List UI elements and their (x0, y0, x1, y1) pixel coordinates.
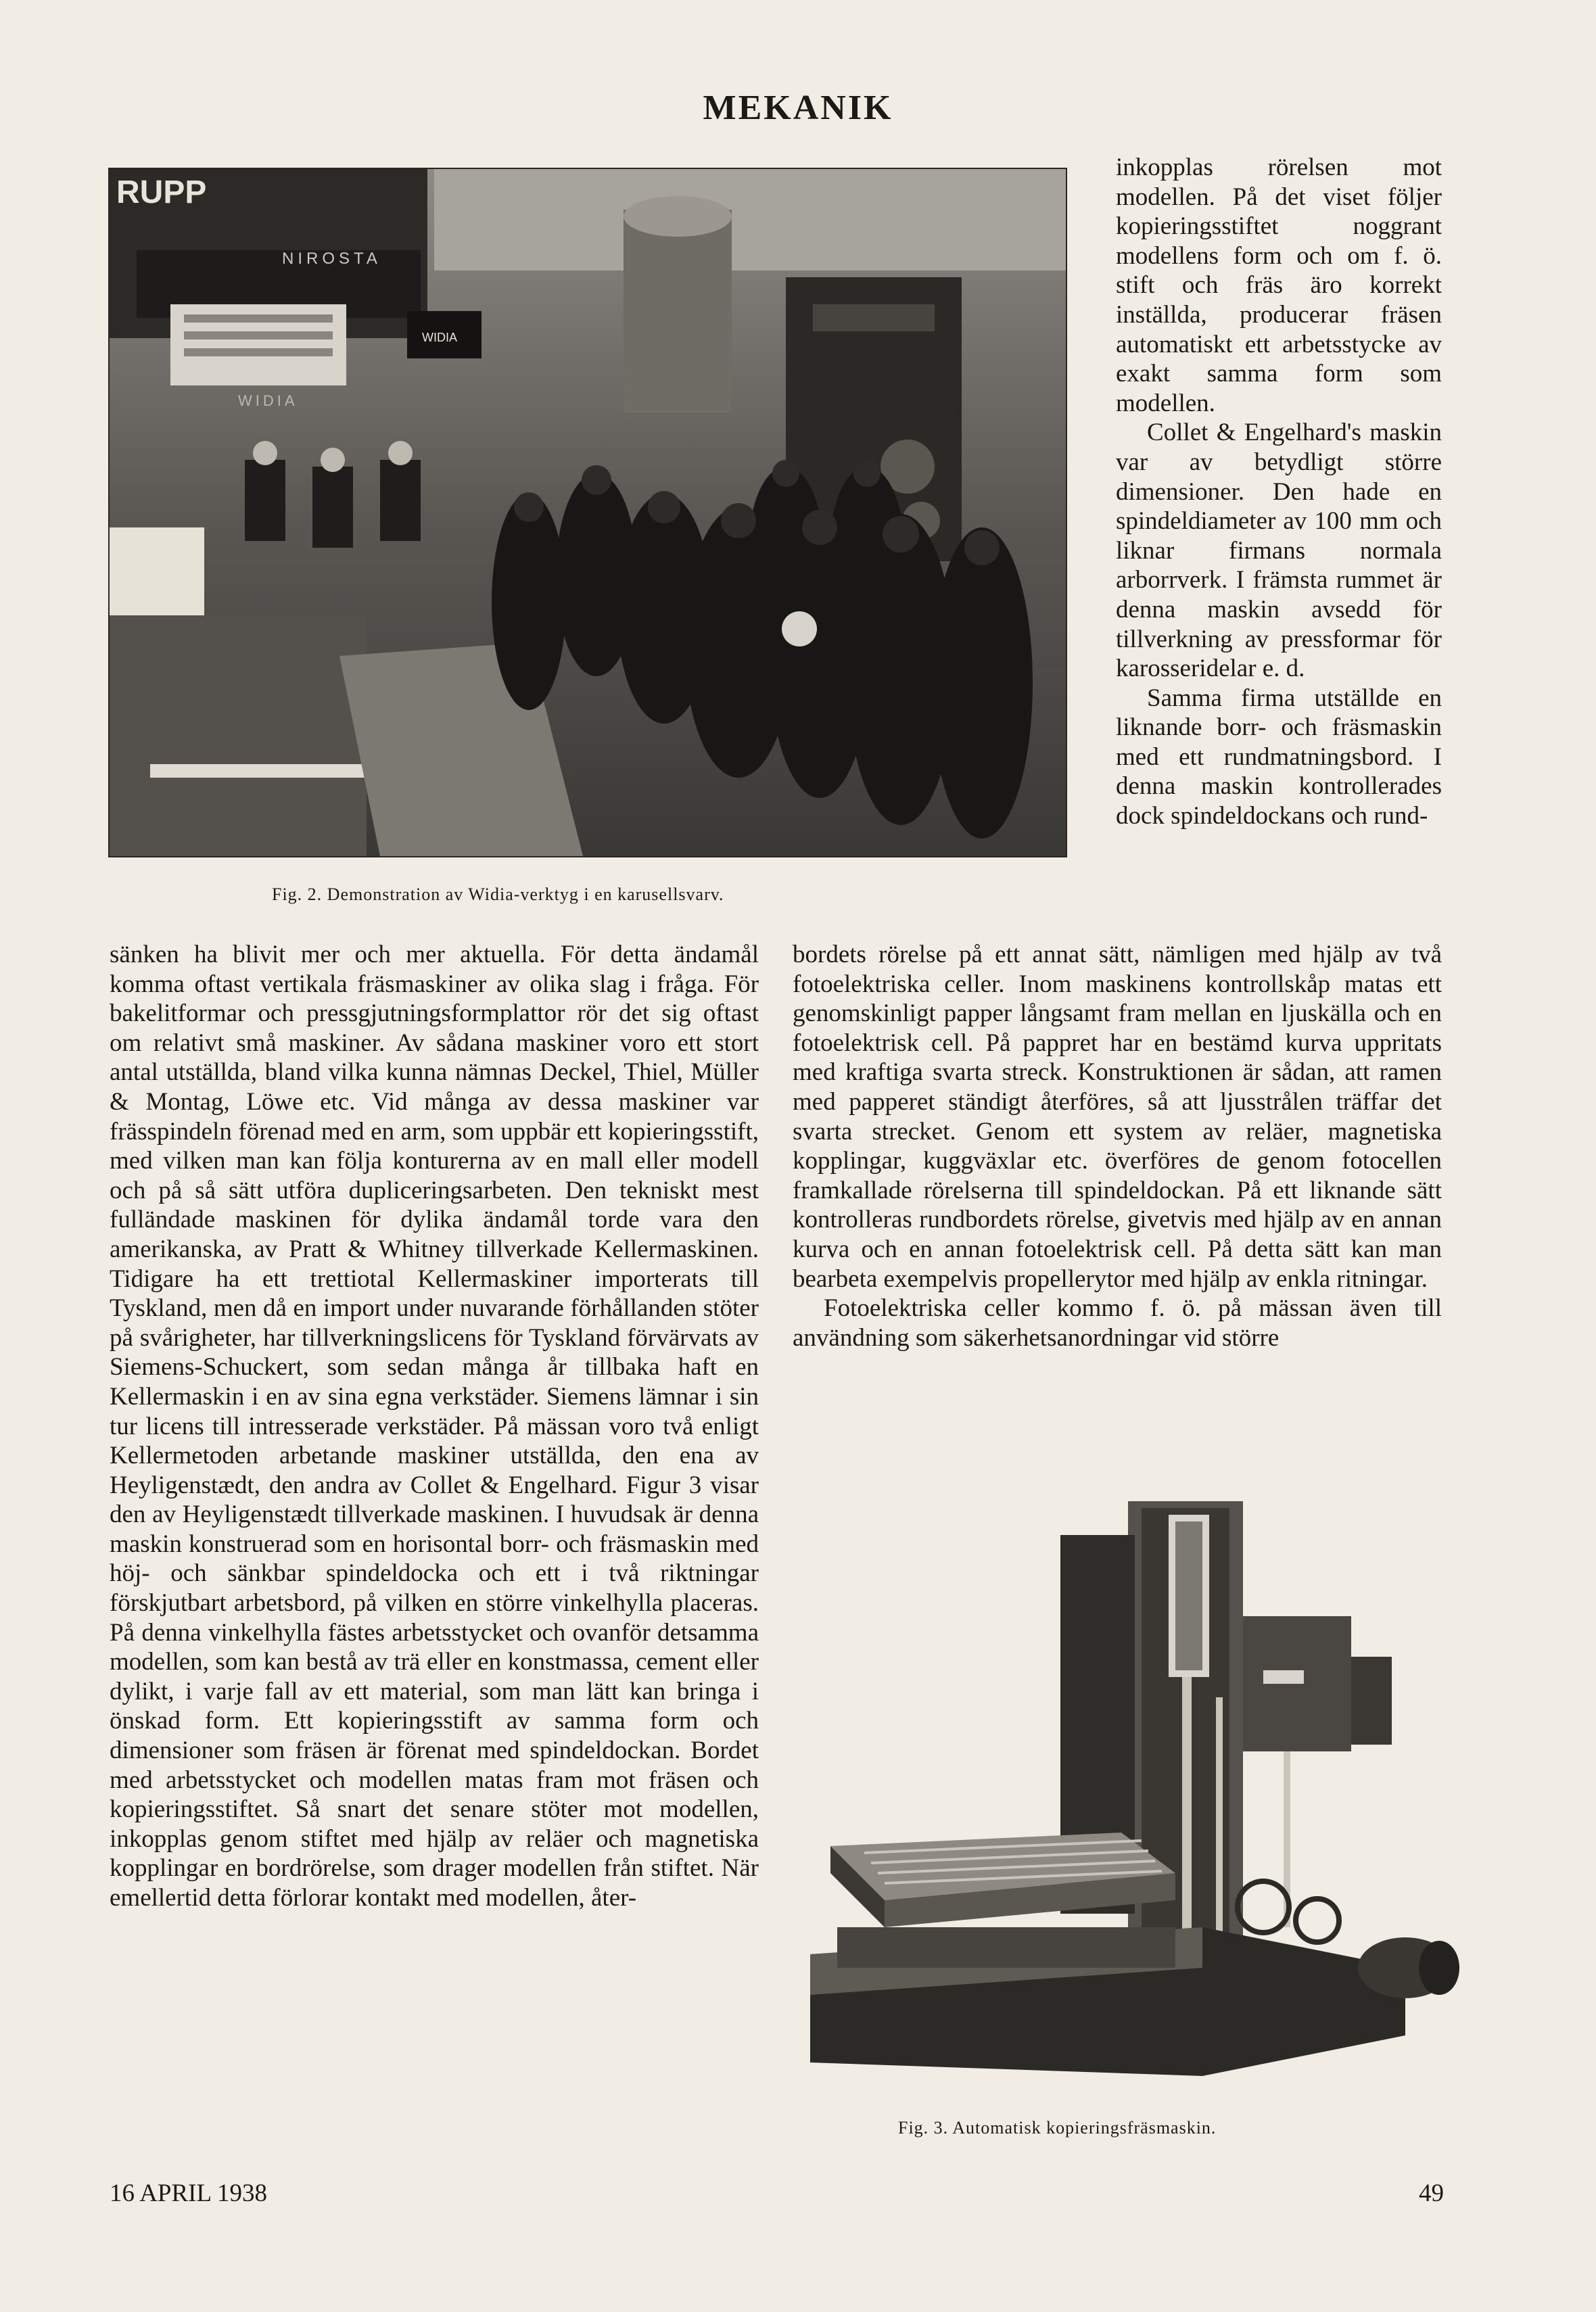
right-column-bottom (793, 940, 1442, 1352)
figure-2-caption: Fig. 2. Demonstration av Widia-verktyg i en karusellsvarv. (272, 884, 724, 904)
left-column (110, 940, 759, 1913)
sign-widia-small: WIDIA (422, 331, 457, 344)
milling-machine-drawing (797, 1494, 1459, 2090)
paragraph: Fotoelektriska celler kommo f. ö. på mässan även till användning som säkerhetsanordningar vid större (793, 1294, 1442, 1352)
paragraph: sänken ha blivit mer och mer aktuella. För detta ändamål komma oftast vertikala fräsmaskiner av olika slag i fråga. För bakelitformar och pressgjutningsformplattor rör det sig oftast om relativt små maskiner. Av sådana maskiner voro ett stort antal utställda, bland vilka kunna nämnas Deckel, Thiel, Müller & Montag, Löwe etc. Vid många av dessa maskiner var frässpindeln förenad med en arm, som uppbär ett kopieringsstift, med vilken man kan följa konturerna av en mall eller modell och på så sätt utföra dupliceringsarbeten. Den tekniskt mest fulländade maskinen för dylika ändamål torde vara den amerikanska, av Pratt & Whitney tillverkade Kellermaskinen. Tidigare ha ett trettiotal Kellermaskiner importerats till Tyskland, men då en import under nuvarande förhållanden stöter på svårigheter, har tillverkningslicens för Tyskland förvärvats av Siemens-Schuckert, som sedan många år tillbaka haft en Kellermaskin i en av sina egna verkstäder. Siemens lämnar i sin tur licens till intresserade verkstäder. På mässan voro två enligt Kellermetoden arbetande maskiner utställda, den ena av Heyligenstædt, den andra av Collet & Engelhard. Figur 3 visar den av Heyligenstædt tillverkade maskinen. I huvudsak är denna maskin konstruerad som en horisontal borr- och fräsmaskin med höj- och sänkbar spindeldocka och ett i två riktningar förskjutbart arbetsbord, på vilken en större vinkelhylla placeras. På denna vinkelhylla fästes arbetsstycket och ovanför detsamma modellen, som kan bestå av trä eller en konstmassa, cement eller dylikt, i varje fall av ett material, som man lätt kan bringa i önskad form. Ett kopieringsstift av samma form och dimensioner som fräsen är förenat med spindeldockan. Bordet med arbetsstycket och modellen matas fram mot fräsen och kopieringsstiftet. Så snart det senare stöter mot modellen, inkopplas genom stiftet med hjälp av reläer och magnetiska kopplingar en bordrörelse, som drager modellen från stiftet. När emellertid detta förlorar kontakt med modellen, åter- (110, 941, 759, 1912)
paragraph: inkopplas rörelsen mot modellen. På det viset följer kopieringsstiftet noggrant modellens form och om f. ö. stift och fräs äro korrekt inställda, producerar fräsen automatiskt ett arbetsstycke av exakt samma form som modellen. (1116, 154, 1442, 417)
figure-3-illustration (797, 1494, 1459, 2090)
section-header: MEKANIK (703, 89, 893, 127)
paragraph: bordets rörelse på ett annat sätt, nämligen med hjälp av två fotoelektriska celler. Inom maskinens kontrollskåp matas ett genomskinligt papper långsamt fram mellan en ljuskälla och en fotoelektrisk cell. På pappret har en bestämd kurva uppritats med kraftiga svarta streck. Konstruktionen är sådan, att ramen med papperet ständigt återföres, så att ljusstrålen träffar det svarta strecket. Genom ett system av reläer, magnetiska kopplingar, kuggväxlar etc. överföres de genom fotocellen framkallade rörelserna till spindeldockan. På ett liknande sätt kontrolleras rundbordets rörelse, givetvis med hjälp av en annan kurva och en annan fotoelektrisk cell. På detta sätt kan man bearbeta exempelvis propellerytor med hjälp av enkla ritningar. (793, 941, 1442, 1293)
page-number: 49 (1419, 2179, 1444, 2207)
right-column-top (1116, 153, 1442, 831)
paragraph: Samma firma utställde en liknande borr- och fräsmaskin med ett rundmatningsbord. I denna maskin kontrollerades dock spindeldockans och rund- (1116, 684, 1442, 830)
figure-3-caption: Fig. 3. Automatisk kopieringsfräsmaskin. (898, 2118, 1217, 2138)
sign-nirosta: NIROSTA (282, 250, 381, 268)
sign-rupp: RUPP (116, 174, 207, 210)
exhibition-photo-illustration (110, 169, 1066, 856)
figure-2-photo (108, 168, 1067, 857)
footer-date: 16 APRIL 1938 (110, 2179, 267, 2207)
sign-widia: WIDIA (238, 392, 298, 409)
paragraph: Collet & Engelhard's maskin var av betydligt större dimensioner. Den hade en spindeldiameter av 100 mm och liknar firmans normala arborrverk. I främsta rummet är denna maskin avsedd för tillverkning av pressformar för karosseridelar e. d. (1116, 419, 1442, 683)
